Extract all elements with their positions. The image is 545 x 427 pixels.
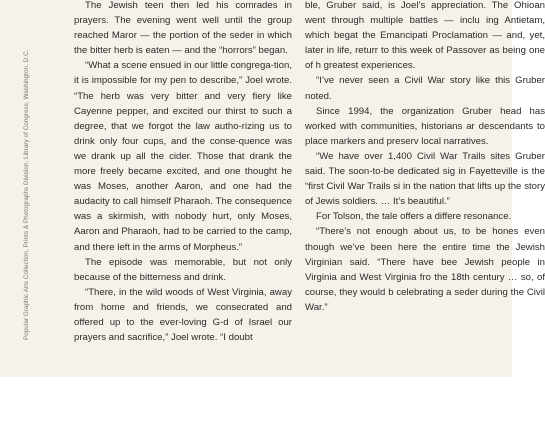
paragraph: “There’s not enough about us, to be hones even though we’ve been here the entire time the Jewish Virginian said. “There have bee Jewish people in Virginia and West Virginia fro the 18th century … so, of course, they would b celebrating a seder during the Civil War.” <box>305 226 545 313</box>
paragraph: For Tolson, the tale offers a differe resonance. <box>316 211 512 223</box>
paragraph: The episode was memorable, but not only because of the bitterness and drink. <box>74 256 292 283</box>
paragraph: The Jewish teen then led his comrades in prayers. The evening went well until the group reached Maror — the portion of the seder in which the bitter herb is eaten — and the “horrors” began. <box>74 0 292 57</box>
photo-credit: Popular Graphic Arts Collection, Prints & Photographs Division, Library of Congress, Washington, D.C. <box>23 49 30 340</box>
paragraph: “What a scene ensued in our little congrega-tion, it is impossible for my pen to describe,” Joel wrote. “The herb was very bitter and very fiery like Cayenne pepper, and excited our thirst to such a degree, that we forgot the law autho-rizing us to drink only four cups, and the conse-quence was we drank up all the cider. Those that drank the more freely became excited, and one thought he was Moses, another Aaron, and one had the audacity to call himself Pharaoh. The consequence was a skirmish, with nobody hurt, only Moses, Aaron and Pharaoh, had to be carried to the camp, and there left in the arms of Morpheus.” <box>74 60 292 253</box>
article-column-left <box>74 0 292 345</box>
article-column-right <box>305 0 545 315</box>
paragraph: “There, in the wild woods of West Virginia, away from home and friends, we consecrated and offered up to the ever-loving G-d of Israel our prayers and sacrifice,” Joel wrote. “I doubt <box>74 286 292 344</box>
paragraph: “We have over 1,400 Civil War Trails sites Gruber said. The soon-to-be dedicated sig in Fayetteville is the “first Civil War Trails si in the nation that lifts up the story of Jewis soldiers. … It’s beautiful.” <box>305 150 545 208</box>
paragraph: “I’ve never seen a Civil War story like this Gruber noted. <box>305 75 545 102</box>
paragraph: ble, Gruber said, is Joel’s appreciation. The Ohioan went through multiple battles — inclu ing Antietam, which begat the Emancipati Proclamation — and, yet, later in life, returr to this week of Passover as being one of h greatest experiences. <box>305 0 545 72</box>
paragraph: Since 1994, the organization Gruber head has worked with communities, historians ar descendants to place markers and preserv local narratives. <box>305 105 545 147</box>
